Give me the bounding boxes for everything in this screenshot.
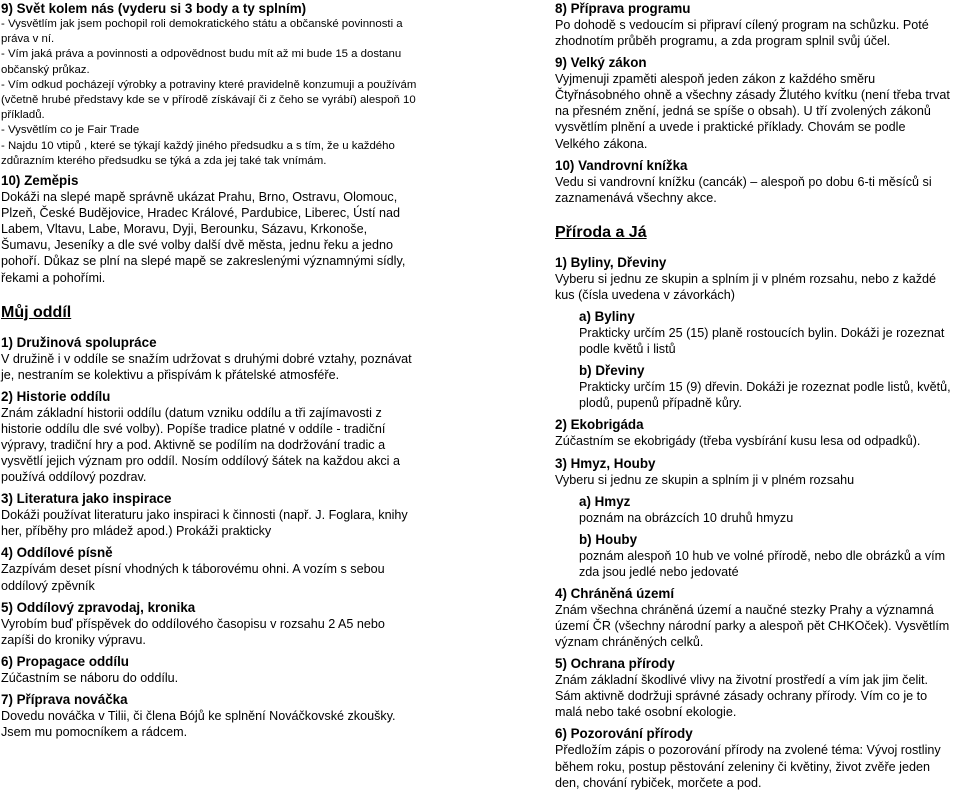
section-text: Zazpívám deset písní vhodných k táborovému ohni. A vozím s sebou oddílový zpěvník bbox=[1, 562, 385, 593]
section-text: Po dohodě s vedoucím si připraví cílený program na schůzku. Poté zhodnotím průběh programu, a zda program splnil svůj účel. bbox=[555, 18, 929, 49]
section-text: Vedu si vandrovní knížku (cancák) – alespoň po dobu 6-ti měsíců si zaznamenává všechny akce. bbox=[555, 174, 932, 205]
subsection-text: Prakticky určím 15 (9) dřevin. Dokáži je rozeznat podle listů, květů, plodů, pupenů případně kůry. bbox=[579, 380, 951, 411]
section-text: Dokáži používat literaturu jako inspiraci k činnosti (např. J. Foglara, knihy her, příběhy pro mládež apod.) Prokáži prakticky bbox=[1, 508, 408, 539]
section-heading: 5) Ochrana přírody bbox=[555, 656, 675, 672]
section-text: Vyrobím buď příspěvek do oddílového časopisu v rozsahu 2 A5 nebo zapíši do kroniky výpravu. bbox=[1, 616, 385, 647]
subsection-heading: a) Byliny bbox=[579, 309, 635, 325]
left-column bbox=[1, 0, 419, 740]
section-text: Předložím zápis o pozorování přírody na zvolené téma: Vývoj rostliny během roku, postup pěstování zeleniny či květiny, život zvěře jeden den, chování rybiček, morčete a pod. bbox=[555, 743, 941, 790]
list-item: - Vím odkud pocházejí výrobky a potraviny které pravidelně konzumuji a používám (včetně hrubé představy kde se v přírodě získávají či z čeho se vyrábí) alespoň 10 příkladů. bbox=[1, 78, 417, 122]
section-text: Vyberu si jednu ze skupin a splním ji v plném rozsahu, nebo z každé kus (čísla uvedena v závorkách) bbox=[555, 271, 937, 302]
subsection-heading: a) Hmyz bbox=[579, 493, 631, 509]
section-text: Znám základní historii oddílu (datum vzniku oddílu a tři zajímavosti z historie oddílu dle své volby). Popíše tradice platné v oddíle - tradiční výpravy, tradiční hry a pod. Aktivně se podílím na dodržování tradic a vysvětlí jejich význam pro oddíl. Nosím oddílový šátek na každou akci a používá oddílový pozdrav. bbox=[1, 405, 400, 485]
section-heading: 1) Družinová spolupráce bbox=[1, 334, 157, 350]
section-text: Znám základní škodlivé vlivy na životní prostředí a vím jak jim čelit. Sám aktivně dodržuji správné zásady ochrany přírody. Vím co je to malá nebo také osobní ekologie. bbox=[555, 673, 929, 720]
subsection bbox=[555, 493, 953, 580]
list-item: - Najdu 10 vtipů , které se týkají každý jiného předsudku a s tím, že u každého zdůrazním kterého předsudku se týká a zda jej také tak vnímám. bbox=[1, 139, 395, 167]
section-text: Zúčastním se ekobrigády (třeba vysbírání kusu lesa od odpadků). bbox=[555, 434, 921, 449]
section-heading: 1) Byliny, Dřeviny bbox=[555, 254, 667, 270]
section-heading: 6) Propagace oddílu bbox=[1, 653, 129, 669]
section-heading: 3) Literatura jako inspirace bbox=[1, 491, 172, 507]
list-item: - Vysvětlím co je Fair Trade bbox=[1, 124, 140, 137]
subsection-text: poznám alespoň 10 hub ve volné přírodě, nebo dle obrázků a vím zda jsou jedlé nebo jedovaté bbox=[579, 548, 946, 579]
list-item: - Vysvětlím jak jsem pochopil roli demokratického státu a občanské povinnosti a práva v ní. bbox=[1, 18, 403, 46]
section-heading: 8) Příprava programu bbox=[555, 1, 691, 16]
section-text: Vyberu si jednu ze skupin a splním ji v plném rozsahu bbox=[555, 472, 855, 487]
section-text: Znám všechna chráněná území a naučné stezky Prahy a významná území ČR (všechny národní parky a alespoň pět CHKOček). Vysvětlím význam chráněných celků. bbox=[555, 602, 950, 650]
section-heading: 2) Ekobrigáda bbox=[555, 417, 644, 433]
section-text: Zúčastním se náboru do oddílu. bbox=[1, 670, 179, 685]
section-text: V družině i v oddíle se snažím udržovat s druhými dobré vztahy, poznávat je, nestraním se kolektivu a přispívám k přátelské atmosféře. bbox=[1, 351, 412, 382]
list-item: - Vím jaká práva a povinnosti a odpovědnost budu mít až mi bude 15 a dostanu občanský průkaz. bbox=[1, 48, 402, 76]
section-heading: 10) Zeměpis bbox=[1, 173, 79, 189]
section-heading: 2) Historie oddílu bbox=[1, 388, 111, 404]
section-heading: 4) Chráněná území bbox=[555, 585, 675, 601]
right-column bbox=[555, 0, 953, 791]
section-text: Vyjmenuji zpaměti alespoň jeden zákon z každého směru Čtyřnásobného ohně a všechny zásady Žlutého kvítku (není třeba trvat na přesném znění, jedná se spíše o obsah). U tří zvolených zákonů vysvětlím plnění a uvede i praktické příklady. Chovám se podle Velkého zákona. bbox=[555, 72, 950, 151]
section-heading: 7) Příprava nováčka bbox=[1, 691, 128, 707]
section-heading: 3) Hmyz, Houby bbox=[555, 455, 656, 471]
subsection-text: Prakticky určím 25 (15) planě rostoucích bylin. Dokáži je rozeznat podle květů i listů bbox=[579, 326, 945, 357]
section-heading: 5) Oddílový zpravodaj, kronika bbox=[1, 599, 196, 615]
chapter-title: Můj oddíl bbox=[1, 303, 72, 321]
section-heading: 10) Vandrovní knížka bbox=[555, 157, 688, 173]
section-heading: 9) Svět kolem nás (vyderu si 3 body a ty splním) bbox=[1, 1, 307, 16]
section-heading: 6) Pozorování přírody bbox=[555, 726, 693, 742]
section-text: Dovedu nováčka v Tilii, či člena Bójů ke splnění Nováčkovské zkoušky. Jsem mu pomocníkem a rádcem. bbox=[1, 708, 396, 739]
subsection-text: poznám na obrázcích 10 druhů hmyzu bbox=[579, 510, 794, 525]
subsection-heading: b) Dřeviny bbox=[579, 363, 645, 379]
chapter-title: Příroda a Já bbox=[555, 223, 647, 241]
section-text: Dokáži na slepé mapě správně ukázat Prahu, Brno, Ostravu, Olomouc, Plzeň, České Budějovice, Hradec Králové, Pardubice, Liberec, Ústí nad Labem, Vltavu, Labe, Moravu, Dyji, Berounku, Sázavu, Krkonoše, Šumavu, Jeseníky a dle své volby další dvě města, jednu řeku a jedno pohoří. Důkaz se plní na slepé mapě se zakreslenými významnými sídly, řekami a pohořími. bbox=[1, 190, 406, 285]
subsection bbox=[555, 308, 953, 411]
section-heading: 9) Velký zákon bbox=[555, 55, 647, 71]
subsection-heading: b) Houby bbox=[579, 531, 638, 547]
section-heading: 4) Oddílové písně bbox=[1, 545, 113, 561]
